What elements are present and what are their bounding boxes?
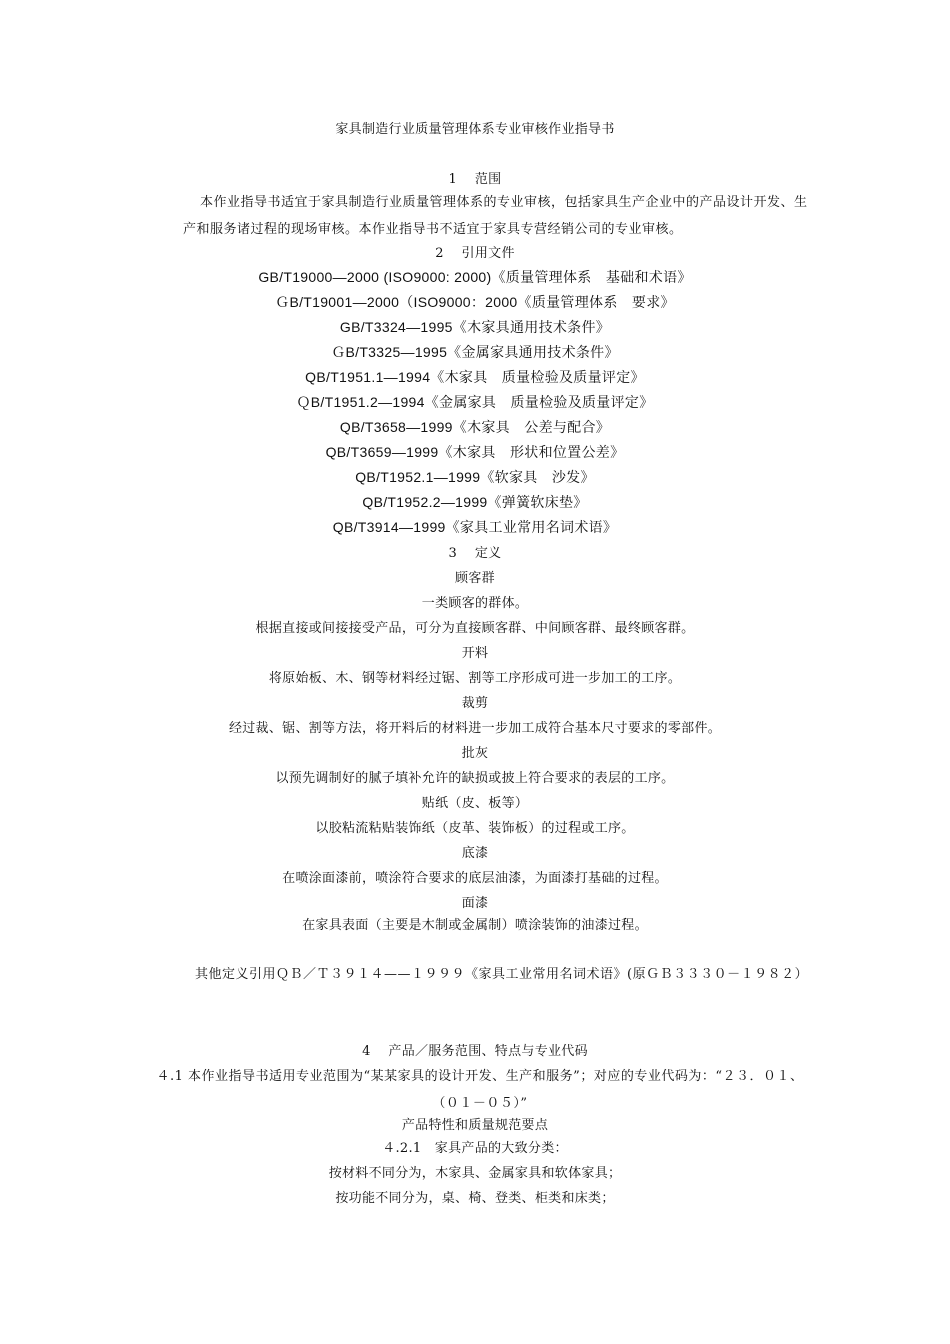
definition-text: 将原始板、木、钢等材料经过锯、割等工序形成可进一步加工的工序。 — [268, 671, 682, 686]
definition-term: 面漆 — [461, 896, 489, 911]
reference-item: QB/T3658—1999《木家具 公差与配合》 — [339, 419, 611, 435]
reference-item: QB/T3914—1999《家具工业常用名词术语》 — [332, 519, 618, 535]
reference-item: QB/T1952.2—1999《弹簧软床垫》 — [362, 494, 588, 510]
classification-item: 按功能不同分为，桌、椅、登类、柜类和床类； — [335, 1191, 615, 1206]
definition-text: 在家具表面（主要是木制或金属制）喷涂装饰的油漆过程。 — [302, 918, 648, 933]
reference-item: ＧB/T3325—1995《金属家具通用技术条件》 — [331, 344, 619, 360]
section-4-2-1-heading: ４.2.1 家具产品的大致分类： — [382, 1141, 568, 1156]
definition-term: 批灰 — [461, 746, 489, 761]
classification-item: 按材料不同分为，木家具、金属家具和软体家具； — [328, 1166, 622, 1181]
definition-text: 以胶粘流粘贴装饰纸（皮革、装饰板）的过程或工序。 — [315, 821, 635, 836]
definition-term: 裁剪 — [461, 696, 489, 711]
reference-item: QB/T1951.1—1994《木家具 质量检验及质量评定》 — [305, 369, 645, 385]
reference-item: GB/T19000—2000 (ISO9000: 2000)《质量管理体系 基础和术语》 — [258, 269, 692, 285]
other-definitions-note: 其他定义引用ＱＢ／Ｔ３９１４——１９９９《家具工业常用名词术语》(原ＧＢ３３３０－１９８２） — [195, 967, 809, 982]
definition-term: 贴纸（皮、板等） — [421, 796, 529, 811]
reference-item: ＧB/T19001—2000（ISO9000：2000《质量管理体系 要求》 — [275, 294, 675, 310]
definition-text: 以预先调制好的腻子填补允许的缺损或披上符合要求的表层的工序。 — [275, 771, 675, 786]
section-1-body: 本作业指导书适宜于家具制造行业质量管理体系的专业审核，包括家具生产企业中的产品设计开发、生产和服务诸过程的现场审核。本作业指导书不适宜于家具专营经销公司的专业审核。 — [183, 195, 808, 237]
section-2-heading: 2 引用文件 — [435, 246, 515, 261]
definition-text: 在喷涂面漆前，喷涂符合要求的底层油漆，为面漆打基础的过程。 — [282, 871, 668, 886]
definition-term: 顾客群 — [455, 571, 495, 586]
definition-text: 根据直接或间接接受产品，可分为直接顾客群、中间顾客群、最终顾客群。 — [255, 621, 695, 636]
section-4-2-subheading: 产品特性和质量规范要点 — [401, 1118, 549, 1133]
reference-item: ＱB/T1951.2—1994《金属家具 质量检验及质量评定》 — [296, 394, 654, 410]
definition-text: 一类顾客的群体。 — [421, 596, 529, 611]
definition-text: 经过裁、锯、割等方法，将开料后的材料进一步加工成符合基本尺寸要求的零部件。 — [228, 721, 722, 736]
document-title: 家具制造行业质量管理体系专业审核作业指导书 — [335, 122, 615, 137]
definition-term: 底漆 — [461, 846, 489, 861]
definition-term: 开料 — [461, 646, 489, 661]
section-4-1-text: ４.1 本作业指导书适用专业范围为“某某家具的设计开发、生产和服务”；对应的专业代码为：“２３．０１、（０１－０５）” — [156, 1069, 804, 1111]
reference-item: QB/T1952.1—1999《软家具 沙发》 — [355, 469, 595, 485]
section-1-heading: 1 范围 — [448, 172, 502, 187]
reference-item: QB/T3659—1999《木家具 形状和位置公差》 — [325, 444, 625, 460]
section-4-heading: 4 产品／服务范围、特点与专业代码 — [362, 1044, 588, 1059]
section-3-heading: 3 定义 — [448, 546, 502, 561]
reference-item: GB/T3324—1995《木家具通用技术条件》 — [339, 319, 611, 335]
